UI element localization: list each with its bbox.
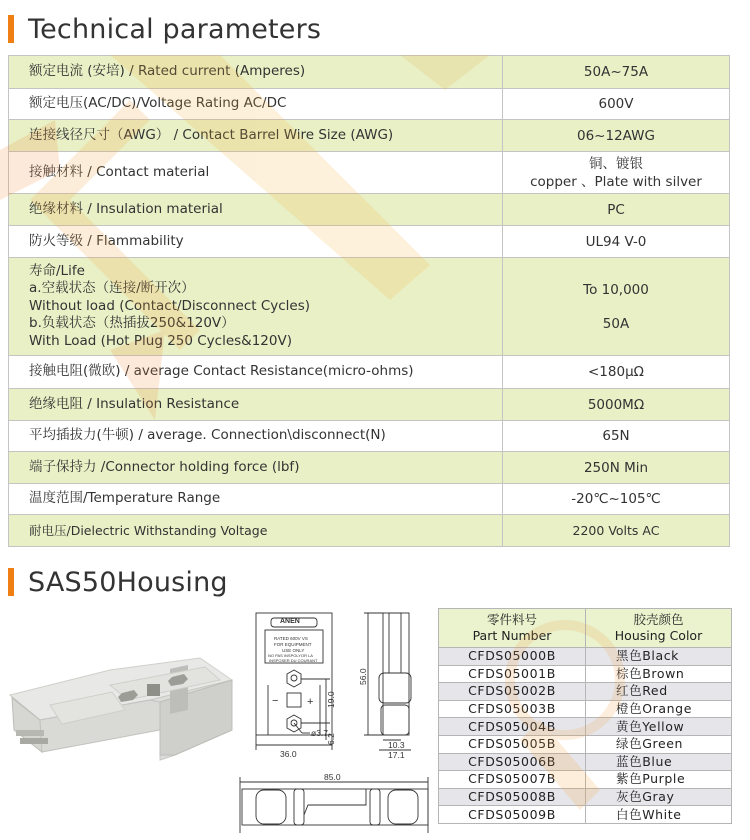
part-number: CFDS05007B — [439, 771, 586, 789]
value-line: 50A — [602, 315, 630, 332]
label-line: 寿命/Life — [29, 262, 85, 279]
value-line: copper 、Plate with silver — [530, 173, 702, 190]
table-row — [9, 452, 730, 484]
param-label — [9, 258, 503, 356]
value-line: 铜、镀银 — [589, 155, 643, 172]
housing-color: 紫色Purple — [586, 771, 732, 789]
table-row — [9, 515, 730, 547]
housing-color: 黑色Black — [586, 648, 732, 666]
part-number: CFDS05009B — [439, 806, 586, 824]
param-value: 50A~75A — [503, 56, 730, 89]
param-label: 端子保持力 /Connector holding force (lbf) — [9, 452, 503, 484]
housing-technical-drawing — [238, 605, 438, 837]
param-label: 防火等级 / Flammability — [9, 226, 503, 258]
table-row — [439, 788, 732, 806]
header-cn: 胶壳颜色 — [633, 612, 684, 627]
table-row — [9, 194, 730, 226]
housing-color: 黄色Yellow — [586, 718, 732, 736]
table-row — [439, 806, 732, 824]
minus-symbol: − — [272, 695, 279, 707]
brand-label: ANEN — [280, 618, 300, 625]
technical-parameters-table — [8, 55, 730, 547]
part-number: CFDS05002B — [439, 683, 586, 701]
table-row — [9, 258, 730, 356]
housing-color: 白色White — [586, 806, 732, 824]
header-en: Part Number — [472, 628, 552, 643]
table-row — [9, 152, 730, 194]
dim-offset: 6.2 — [326, 733, 336, 745]
plate-line: INSPOSER DU COURANT — [269, 658, 318, 663]
param-value — [503, 152, 730, 194]
housing-color: 橙色Orange — [586, 700, 732, 718]
dim-depth-inner: 10.3 — [388, 740, 405, 750]
table-row — [9, 389, 730, 421]
part-number: CFDS05004B — [439, 718, 586, 736]
housing-color: 棕色Brown — [586, 665, 732, 683]
dim-height: 56.0 — [358, 668, 368, 685]
header-part-number — [439, 609, 586, 648]
table-row — [9, 226, 730, 258]
housing-product-image — [0, 620, 240, 770]
accent-bar — [8, 15, 14, 43]
technical-parameters-heading — [8, 9, 321, 49]
plus-symbol: + — [307, 696, 314, 708]
param-label: 连接线径尺寸（AWG） / Contact Barrel Wire Size (AWG) — [9, 120, 503, 152]
param-label: 额定电压(AC/DC)/Voltage Rating AC/DC — [9, 89, 503, 120]
param-value: <180μΩ — [503, 356, 730, 389]
dim-hole: ø3.7 — [311, 728, 329, 738]
part-number: CFDS05008B — [439, 788, 586, 806]
dim-pitch: 19.0 — [326, 691, 336, 708]
table-row — [439, 735, 732, 753]
parts-table — [438, 608, 732, 824]
param-value: 250N Min — [503, 452, 730, 484]
param-value: 5000MΩ — [503, 389, 730, 421]
table-row — [9, 89, 730, 120]
param-label: 绝缘电阻 / Insulation Resistance — [9, 389, 503, 421]
table-row — [9, 56, 730, 89]
housing-color: 绿色Green — [586, 735, 732, 753]
part-number: CFDS05000B — [439, 648, 586, 666]
table-row — [9, 421, 730, 452]
housing-heading — [8, 562, 228, 602]
param-label: 平均插拔力(牛顿) / average. Connection\disconnect(N) — [9, 421, 503, 452]
param-value: 06~12AWG — [503, 120, 730, 152]
table-row — [439, 718, 732, 736]
param-value: 65N — [503, 421, 730, 452]
table-row — [9, 356, 730, 389]
part-number: CFDS05003B — [439, 700, 586, 718]
label-line: a.空载状态（连接/断开次） — [29, 280, 195, 297]
table-row — [9, 484, 730, 515]
param-value: PC — [503, 194, 730, 226]
param-value: 2200 Volts AC — [503, 515, 730, 547]
table-row — [439, 665, 732, 683]
accent-bar — [8, 568, 14, 596]
dim-depth-outer: 17.1 — [388, 750, 405, 760]
dim-width: 36.0 — [280, 749, 297, 759]
param-label: 温度范围/Temperature Range — [9, 484, 503, 515]
housing-color: 灰色Gray — [586, 788, 732, 806]
housing-color: 红色Red — [586, 683, 732, 701]
param-label: 绝缘材料 / Insulation material — [9, 194, 503, 226]
section-title: SAS50Housing — [28, 566, 228, 598]
header-cn: 零件料号 — [486, 612, 537, 627]
param-label: 接触材料 / Contact material — [9, 152, 503, 194]
param-value: -20℃~105℃ — [503, 484, 730, 515]
label-line: Without load (Contact/Disconnect Cycles) — [29, 297, 311, 314]
header-housing-color — [586, 609, 732, 648]
table-row — [9, 120, 730, 152]
table-row — [439, 648, 732, 666]
label-line: With Load (Hot Plug 250 Cycles&120V) — [29, 332, 292, 349]
header-en: Housing Color — [614, 628, 703, 643]
part-number: CFDS05005B — [439, 735, 586, 753]
table-header — [439, 609, 732, 648]
label-line: b.负载状态（热插拔250&120V） — [29, 315, 235, 332]
dim-length: 85.0 — [324, 772, 341, 782]
value-line: To 10,000 — [583, 281, 649, 298]
section-title: Technical parameters — [28, 13, 322, 45]
param-value: UL94 V-0 — [503, 226, 730, 258]
param-label: 额定电流 (安培) / Rated current (Amperes) — [9, 56, 503, 89]
param-label: 接触电阻(微欧) / average Contact Resistance(micro-ohms) — [9, 356, 503, 389]
param-label: 耐电压/Dielectric Withstanding Voltage — [9, 515, 503, 547]
table-row — [439, 700, 732, 718]
table-row — [439, 771, 732, 789]
part-number: CFDS05001B — [439, 665, 586, 683]
param-value: 600V — [503, 89, 730, 120]
housing-color: 蓝色Blue — [586, 753, 732, 771]
plate-line: USE ONLY — [282, 648, 305, 653]
plate-line: FOR EQUIPMENT — [274, 642, 312, 647]
plate-line: RATED 600V VS — [274, 636, 308, 641]
plate-line: NO PAS INSPOLYOR LA — [268, 653, 313, 658]
part-number: CFDS05006B — [439, 753, 586, 771]
table-row — [439, 683, 732, 701]
table-row — [439, 753, 732, 771]
param-value — [503, 258, 730, 356]
